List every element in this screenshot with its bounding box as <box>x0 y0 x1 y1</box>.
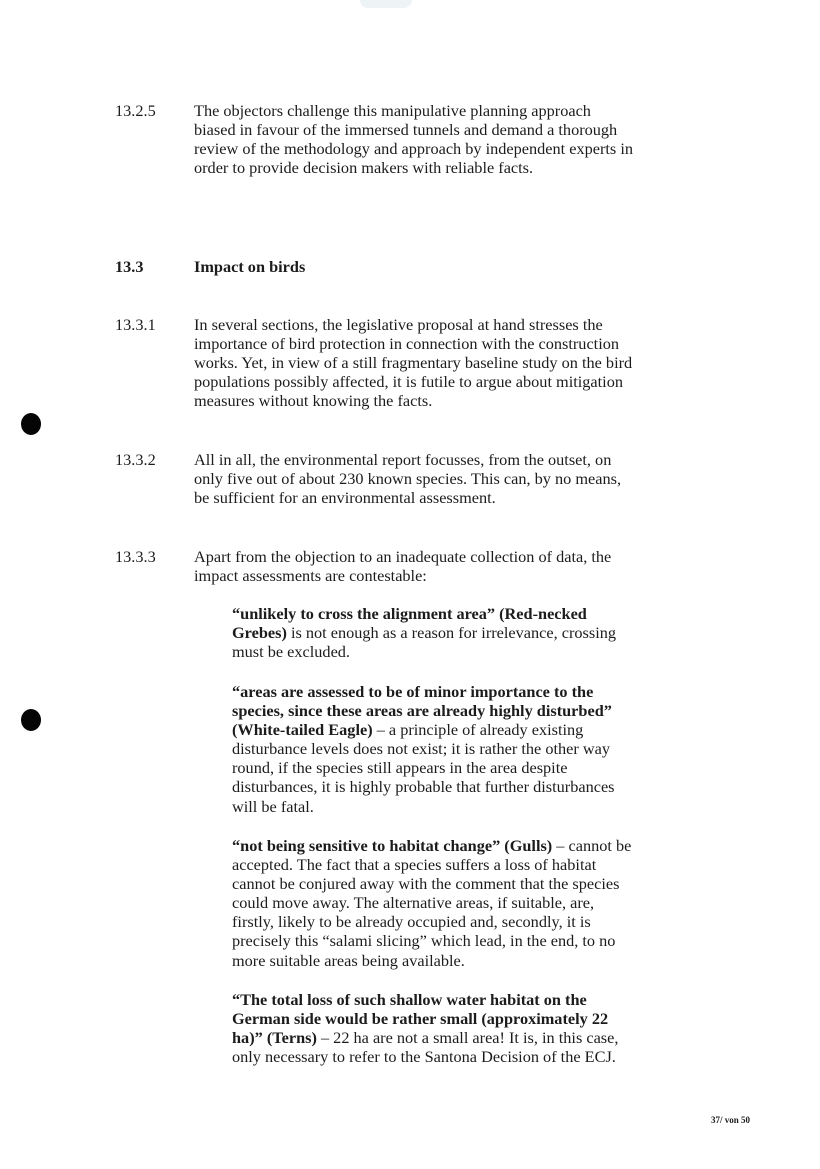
section-text: Apart from the objection to an inadequate collection of data, the impact assessments are contestable: <box>194 547 612 586</box>
quote-bold: “not being sensitive to habitat change” (Gulls) <box>232 836 553 855</box>
quote-red-necked-grebes <box>232 604 634 661</box>
quote-comment: – a principle of already existing disturbance levels does not exist; it is rather the other way round, if the species still appears in the area despite disturbances, it is highly probable that further disturbances will be fatal. <box>232 720 615 816</box>
section-text: The objectors challenge this manipulative planning approach biased in favour of the immersed tunnels and demand a thorough review of the methodology and approach by independent experts in order to provide decision makers with reliable facts. <box>194 101 634 178</box>
quote-bold: “unlikely to cross the alignment area” (Red-necked Grebes) <box>232 604 587 643</box>
section-number: 13.3.3 <box>115 547 156 566</box>
section-13-3-1 <box>115 315 640 410</box>
quote-comment: – 22 ha are not a small area! It is, in this case, only necessary to refer to the Santona Decision of the ECJ. <box>232 1028 619 1067</box>
section-13-3-heading <box>115 257 640 276</box>
quote-comment: – cannot be accepted. The fact that a species suffers a loss of habitat cannot be conjured away with the comment that the species could move away. The alternative areas, if suitable, are, firstly, likely to be already occupied and, secondly, it is precisely this “salami slicing” which lead, in the end, to no more suitable areas being available. <box>232 836 632 970</box>
quote-bold: “areas are assessed to be of minor importance to the species, since these areas are already highly disturbed” (White-tailed Eagle) <box>232 682 612 740</box>
section-number: 13.3 <box>115 257 144 276</box>
section-13-2-5 <box>115 101 640 177</box>
page-number: 37/ von 50 <box>710 1115 750 1125</box>
section-number: 13.2.5 <box>115 101 156 120</box>
section-number: 13.3.1 <box>115 315 156 334</box>
quote-bold: “The total loss of such shallow water habitat on the German side would be rather small (approximately 22 ha)” (Terns) <box>232 990 609 1048</box>
quote-white-tailed-eagle <box>232 682 634 816</box>
quote-terns <box>232 990 634 1066</box>
section-number: 13.3.2 <box>115 450 156 469</box>
section-text: All in all, the environmental report focusses, from the outset, on only five out of about 230 known species. This can, by no means, be sufficient for an environmental assessment. <box>194 450 622 508</box>
section-13-3-2 <box>115 450 640 507</box>
quote-gulls <box>232 836 634 970</box>
section-13-3-3 <box>115 547 640 585</box>
section-title: Impact on birds <box>194 257 306 276</box>
section-text: In several sections, the legislative proposal at hand stresses the importance of bird protection in connection with the construction works. Yet, in view of a still fragmentary baseline study on the bird populations possibly affected, it is futile to argue about mitigation measures without knowing the facts. <box>194 315 633 411</box>
punch-hole-lower <box>21 709 41 731</box>
punch-hole-upper <box>21 413 41 435</box>
scan-shade <box>360 0 412 8</box>
quote-comment: is not enough as a reason for irrelevance, crossing must be excluded. <box>232 623 617 662</box>
